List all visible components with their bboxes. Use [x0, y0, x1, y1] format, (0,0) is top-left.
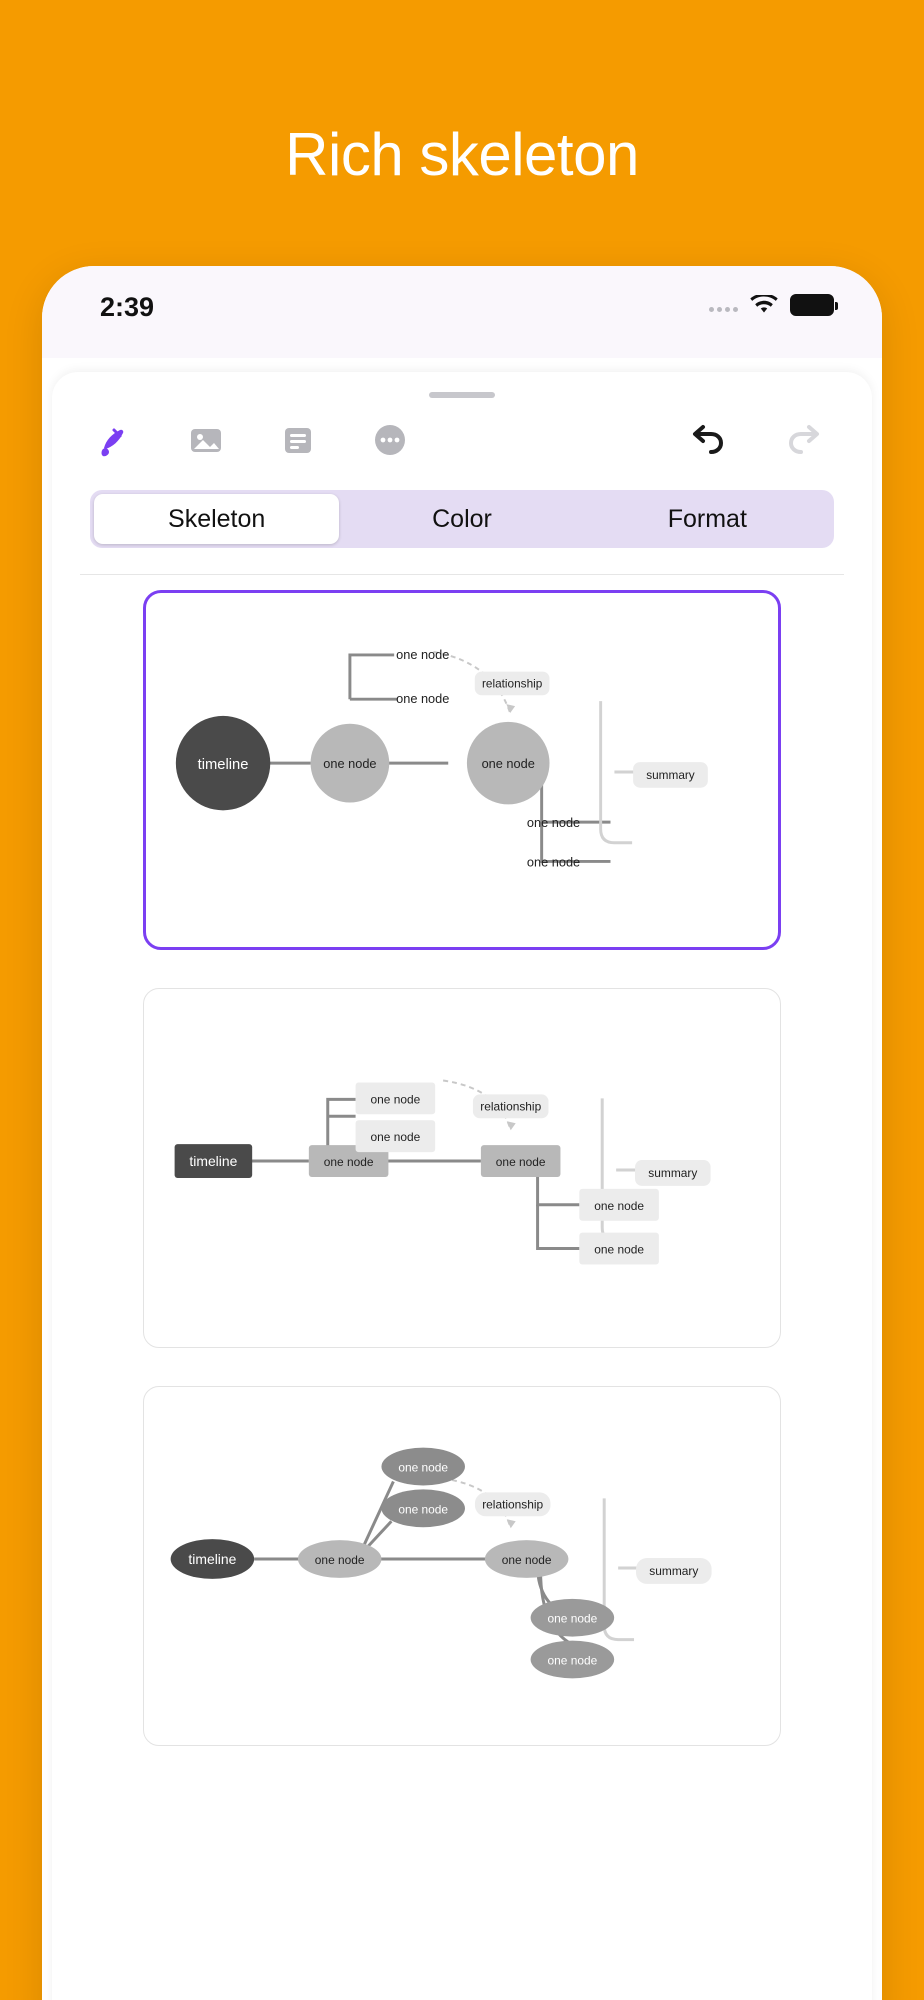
circle-skeleton-diagram: [146, 593, 778, 947]
note-icon[interactable]: [276, 418, 320, 462]
tab-color[interactable]: Color: [432, 505, 492, 533]
toolbar-divider: [80, 574, 844, 575]
sheet-grabber[interactable]: [429, 392, 495, 398]
ellipse-skeleton-diagram: [144, 1387, 780, 1745]
node-2-label: one node: [501, 1553, 552, 1568]
relationship-label: relationship: [481, 676, 543, 691]
battery-icon: [790, 294, 834, 316]
relationship-label: relationship: [480, 1099, 542, 1114]
node-6-label: one node: [526, 854, 581, 870]
status-bar-icons: [709, 294, 834, 316]
skeleton-option-circle[interactable]: [143, 590, 781, 950]
skeleton-option-ellipse[interactable]: [143, 1386, 781, 1746]
editor-toolbar: [52, 412, 872, 498]
wifi-icon: [750, 295, 778, 315]
brush-icon[interactable]: [92, 418, 136, 462]
rect-skeleton-diagram: [144, 989, 780, 1347]
editor-sheet: [52, 372, 872, 2000]
node-1-label: one node: [323, 756, 377, 772]
node-6-label: one node: [594, 1242, 644, 1257]
skeleton-card-list: [52, 590, 872, 1784]
summary-label: summary: [646, 767, 695, 782]
signal-dots-icon: [709, 298, 738, 312]
undo-icon[interactable]: [684, 418, 728, 462]
relationship-label: relationship: [482, 1497, 544, 1512]
summary-label: summary: [648, 1165, 698, 1180]
node-root-label: timeline: [189, 1153, 238, 1170]
status-bar: [42, 266, 882, 358]
node-1-label: one node: [323, 1155, 374, 1170]
node-6-label: one node: [547, 1653, 598, 1668]
node-3-label: one node: [396, 646, 450, 662]
skeleton-option-rectangle[interactable]: [143, 988, 781, 1348]
status-bar-clock: 2:39: [100, 292, 155, 322]
node-3-label: one node: [398, 1460, 449, 1475]
page-title: Rich skeleton: [285, 121, 639, 188]
image-icon[interactable]: [184, 418, 228, 462]
node-root-label: timeline: [197, 757, 249, 774]
node-root-label: timeline: [188, 1551, 237, 1568]
node-5-label: one node: [526, 815, 581, 831]
tab-skeleton[interactable]: Skeleton: [94, 494, 339, 544]
node-4-label: one node: [396, 691, 450, 707]
more-icon[interactable]: [368, 418, 412, 462]
node-4-label: one node: [398, 1502, 449, 1517]
summary-label: summary: [649, 1563, 699, 1578]
redo-icon: [784, 418, 828, 462]
node-1-label: one node: [314, 1553, 365, 1568]
node-2-label: one node: [495, 1155, 546, 1170]
node-5-label: one node: [594, 1198, 644, 1213]
node-3-label: one node: [370, 1092, 421, 1107]
skeleton-color-format-tabs[interactable]: [90, 490, 834, 548]
node-4-label: one node: [370, 1130, 421, 1145]
node-5-label: one node: [547, 1611, 598, 1626]
phone-frame: [42, 266, 882, 2000]
node-2-label: one node: [481, 756, 535, 772]
tab-format[interactable]: Format: [667, 505, 747, 533]
